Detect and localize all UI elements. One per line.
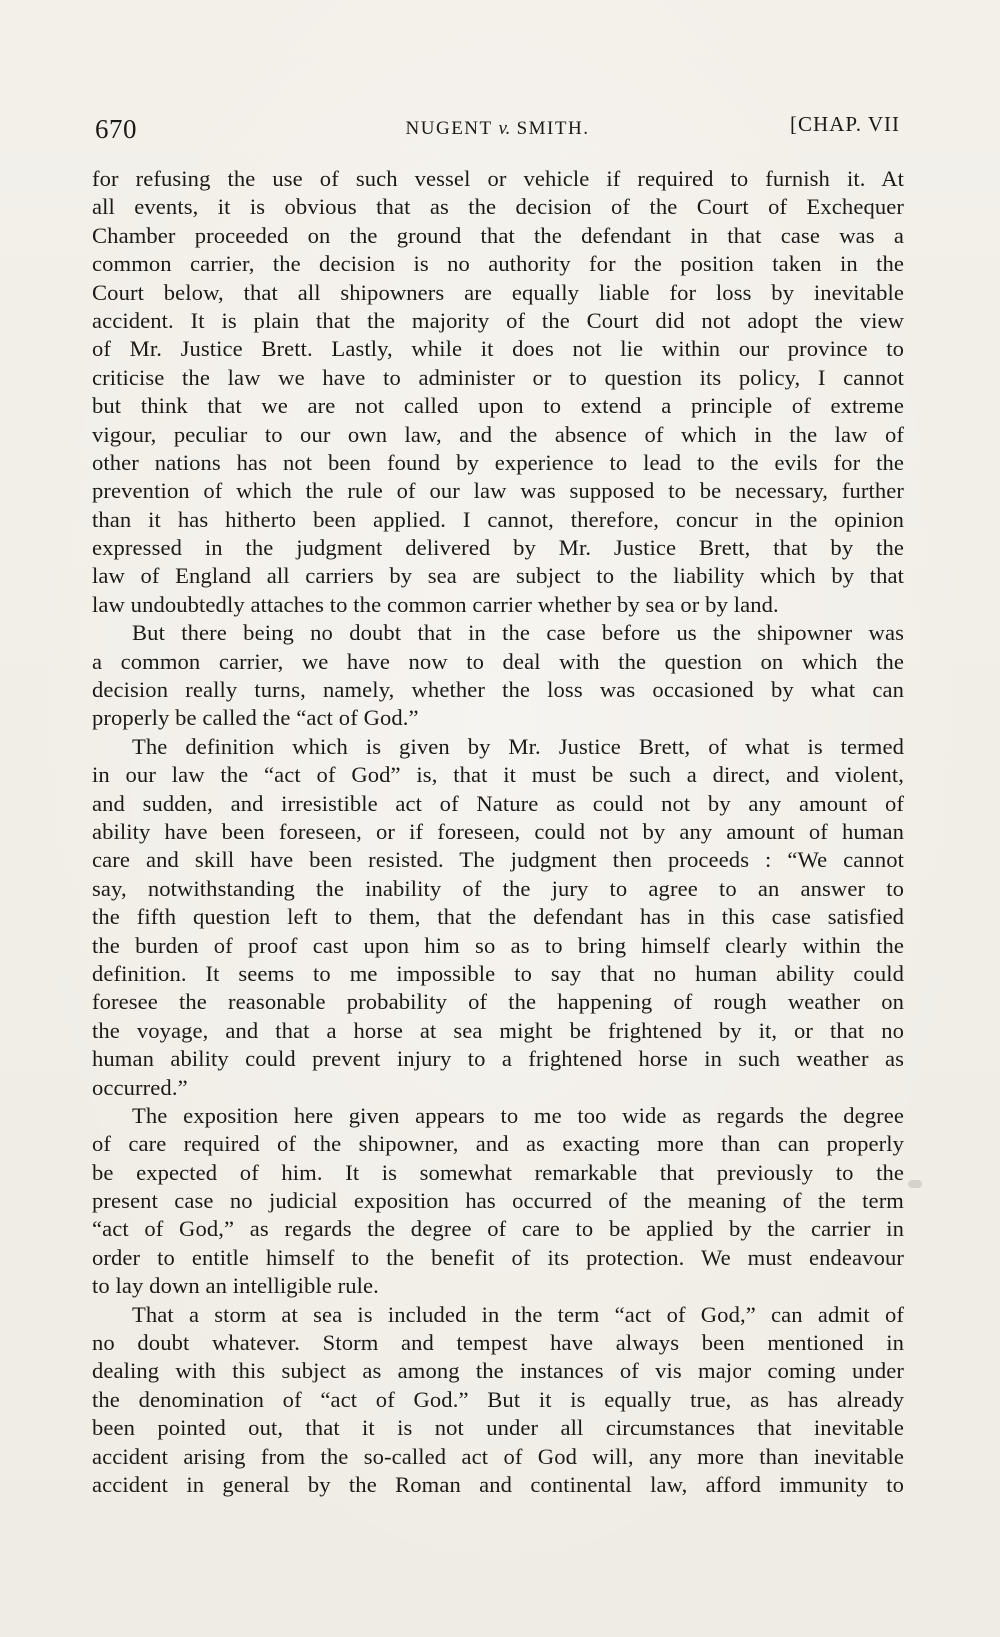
- text-line: other nations has not been found by experience to lead to the evils for the: [92, 449, 904, 475]
- body-text: [92, 165, 904, 1499]
- text-line: of Mr. Justice Brett. Lastly, while it does not lie within our province to: [92, 336, 904, 362]
- text-line: of care required of the shipowner, and as exacting more than can properly: [92, 1131, 904, 1157]
- text-line: in our law the “act of God” is, that it must be such a direct, and violent,: [92, 762, 904, 788]
- running-header: [95, 110, 900, 146]
- text-line: to lay down an intelligible rule.: [92, 1273, 379, 1299]
- text-line: order to entitle himself to the benefit of its protection. We must endeavour: [92, 1244, 904, 1270]
- text-line: “act of God,” as regards the degree of care to be applied by the carrier in: [92, 1216, 904, 1242]
- text-line: present case no judicial exposition has occurred of the meaning of the term: [92, 1188, 904, 1214]
- text-line: The exposition here given appears to me too wide as regards the degree: [132, 1102, 904, 1128]
- text-line: criticise the law we have to administer or to question its policy, I cannot: [92, 364, 904, 390]
- case-party-left: NUGENT: [405, 118, 493, 139]
- text-line: and sudden, and irresistible act of Nature as could not by any amount of: [92, 790, 904, 816]
- text-line: But there being no doubt that in the case before us the shipowner was: [132, 620, 904, 646]
- text-line: properly be called the “act of God.”: [92, 705, 419, 731]
- text-line: a common carrier, we have now to deal with the question on which the: [92, 648, 904, 674]
- text-line: Chamber proceeded on the ground that the defendant in that case was a: [92, 222, 904, 248]
- text-line: accident in general by the Roman and continental law, afford immunity to: [92, 1471, 904, 1497]
- text-line: expressed in the judgment delivered by Mr. Justice Brett, that by the: [92, 535, 904, 561]
- text-line: but think that we are not called upon to extend a principle of extreme: [92, 393, 904, 419]
- text-line: dealing with this subject as among the instances of vis major coming under: [92, 1358, 904, 1384]
- chapter-label: [CHAP. VII: [790, 112, 900, 136]
- text-line: occurred.”: [92, 1074, 188, 1100]
- text-line: The definition which is given by Mr. Justice Brett, of what is termed: [132, 733, 904, 759]
- case-party-right: SMITH.: [516, 118, 590, 139]
- text-line: say, notwithstanding the inability of the jury to agree to an answer to: [92, 875, 904, 901]
- text-line: human ability could prevent injury to a frightened horse in such weather as: [92, 1046, 904, 1072]
- text-line: been pointed out, that it is not under all circumstances that inevitable: [92, 1415, 904, 1441]
- text-line: foresee the reasonable probability of the happening of rough weather on: [92, 989, 904, 1015]
- text-line: the voyage, and that a horse at sea might be frightened by it, or that no: [92, 1017, 904, 1043]
- text-line: the fifth question left to them, that the defendant has in this case satisfied: [92, 904, 904, 930]
- page-number: 670: [95, 114, 137, 144]
- text-line: the burden of proof cast upon him so as to bring himself clearly within the: [92, 932, 904, 958]
- text-line: law undoubtedly attaches to the common carrier whether by sea or by land.: [92, 591, 779, 617]
- text-line: all events, it is obvious that as the decision of the Court of Exchequer: [92, 194, 904, 220]
- text-line: That a storm at sea is included in the term “act of God,” can admit of: [132, 1301, 904, 1327]
- text-line: accident arising from the so-called act of God will, any more than inevitable: [92, 1443, 904, 1469]
- text-line: the denomination of “act of God.” But it is equally true, as has already: [92, 1386, 904, 1412]
- text-line: be expected of him. It is somewhat remarkable that previously to the: [92, 1159, 904, 1185]
- text-line: no doubt whatever. Storm and tempest have always been mentioned in: [92, 1330, 904, 1356]
- text-line: prevention of which the rule of our law was supposed to be necessary, further: [92, 478, 904, 504]
- text-line: for refusing the use of such vessel or vehicle if required to furnish it. At: [92, 166, 904, 191]
- text-line: law of England all carriers by sea are subject to the liability which by that: [92, 563, 904, 589]
- text-line: definition. It seems to me impossible to say that no human ability could: [92, 960, 904, 986]
- text-line: accident. It is plain that the majority of the Court did not adopt the view: [92, 307, 904, 333]
- text-line: care and skill have been resisted. The judgment then proceeds : “We cannot: [92, 847, 904, 873]
- page-smudge: [908, 1180, 922, 1188]
- text-line: common carrier, the decision is no authority for the position taken in the: [92, 251, 904, 277]
- case-versus: v.: [498, 118, 511, 139]
- text-line: than it has hitherto been applied. I cannot, therefore, concur in the opinion: [92, 506, 904, 532]
- text-line: vigour, peculiar to our own law, and the absence of which in the law of: [92, 421, 904, 447]
- text-line: decision really turns, namely, whether the loss was occasioned by what can: [92, 677, 904, 703]
- text-line: ability have been foreseen, or if foreseen, could not by any amount of human: [92, 818, 904, 844]
- text-line: Court below, that all shipowners are equally liable for loss by inevitable: [92, 279, 904, 305]
- running-title: [95, 118, 900, 140]
